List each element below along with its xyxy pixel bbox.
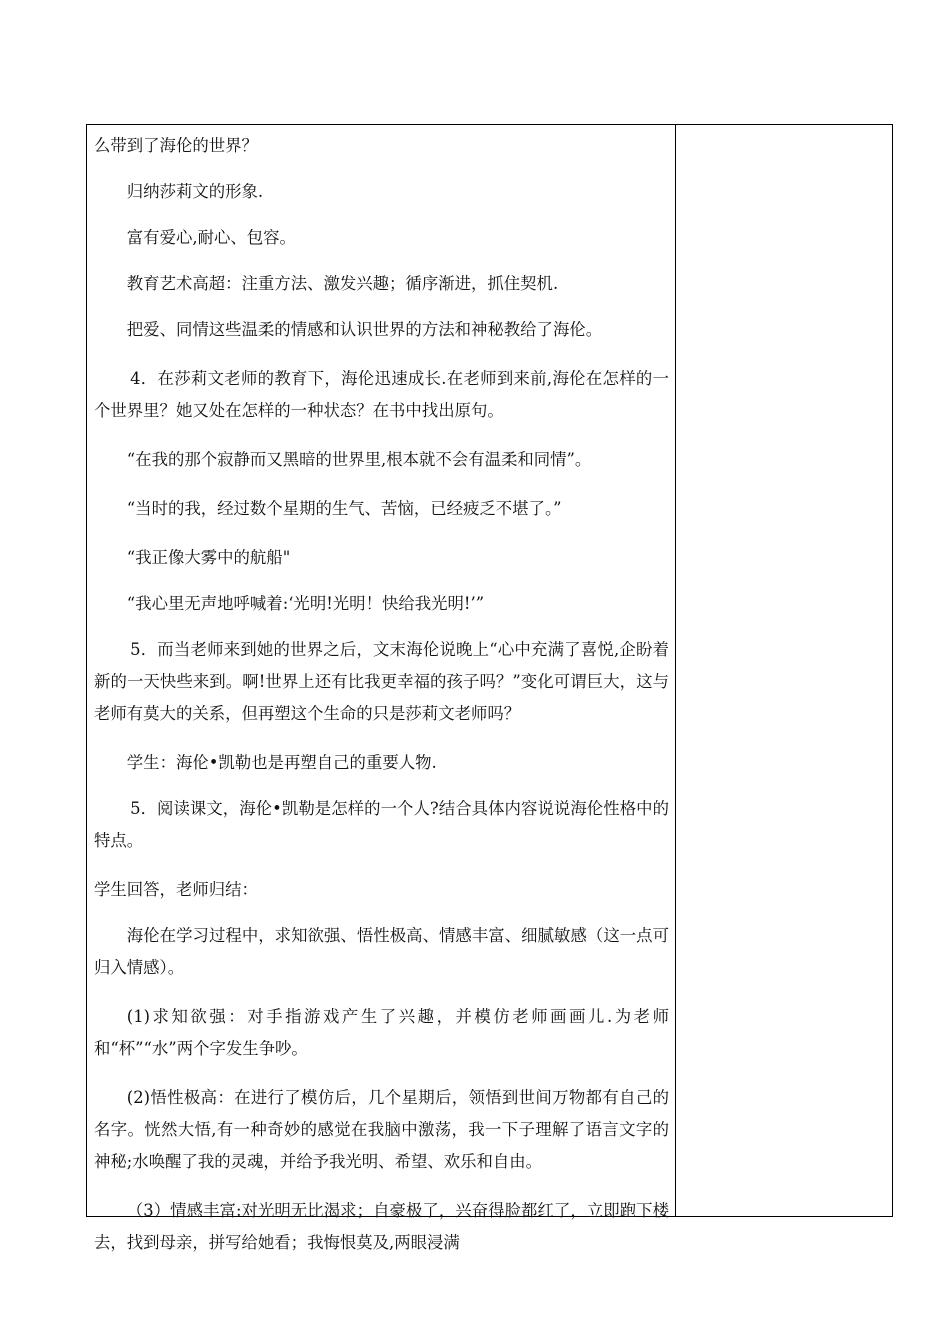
table-row — [87, 125, 893, 1217]
paragraph-quote-silent-world: “在我的那个寂静而又黑暗的世界里,根本就不会有温柔和同情”。 — [126, 450, 592, 469]
paragraph-trait-2: (2)悟性极高：在进行了模仿后，几个星期后，领悟到世间万物都有自己的名字。恍然大悟,有一种奇妙的感觉在我脑中激荡，我一下子理解了语言文字的神秘;水唤醒了我的灵魂，并给予我光明、希望、欢乐和自由。 — [94, 1088, 669, 1171]
paragraph-trait-3: （3）情感丰富:对光明无比渴求；自豪极了，兴奋得脸都红了，立即跑下楼去，找到母亲，拼写给她看；我悔恨莫及,两眼浸满 — [94, 1201, 669, 1252]
content-body — [94, 130, 669, 1252]
paragraph-question-5b: 5．阅读课文，海伦•凯勒是怎样的一个人?结合具体内容说说海伦性格中的特点。 — [94, 799, 669, 850]
paragraph-quote-ship: “我正像大雾中的航船" — [126, 548, 291, 567]
paragraph-summary-heading: 归纳莎莉文的形象. — [126, 182, 264, 201]
paragraph-continuation: 么带到了海伦的世界？ — [94, 136, 258, 155]
paragraph-trait-1: (1)求知欲强：对手指游戏产生了兴趣，并模仿老师画画儿.为老师和“杯”“水”两个字发生争吵。 — [94, 1007, 669, 1058]
paragraph-quote-light: “我心里无声地呼喊着:‘光明!光明！快给我光明!’” — [126, 594, 485, 613]
lesson-table — [86, 124, 893, 1252]
paragraph-trait-love: 富有爱心,耐心、包容。 — [126, 228, 296, 247]
paragraph-teaching-art: 教育艺术高超：注重方法、激发兴趣；循序渐进，抓住契机. — [126, 274, 559, 293]
paragraph-gave-helen: 把爱、同情这些温柔的情感和认识世界的方法和神秘教给了海伦。 — [126, 320, 603, 339]
paragraph-student-summary: 学生回答，老师归结： — [94, 880, 258, 899]
paragraph-student-answer: 学生：海伦•凯勒也是再塑自己的重要人物. — [126, 753, 437, 772]
notes-cell — [676, 125, 893, 1217]
content-cell — [87, 125, 676, 1252]
paragraph-traits: 海伦在学习过程中，求知欲强、悟性极高、情感丰富、细腻敏感（这一点可归入情感）。 — [94, 926, 669, 977]
paragraph-quote-exhausted: “当时的我，经过数个星期的生气、苦恼，已经疲乏不堪了。” — [126, 499, 562, 518]
paragraph-question-4: 4．在莎莉文老师的教育下，海伦迅速成长.在老师到来前,海伦在怎样的一个世界里？她又处在怎样的一种状态？在书中找出原句。 — [94, 369, 669, 420]
paragraph-question-5a: 5．而当老师来到她的世界之后，文末海伦说晚上“心中充满了喜悦,企盼着新的一天快些来到。啊!世界上还有比我更幸福的孩子吗？”变化可谓巨大，这与老师有莫大的关系，但再塑这个生命的只是莎莉文老师吗？ — [94, 640, 669, 723]
